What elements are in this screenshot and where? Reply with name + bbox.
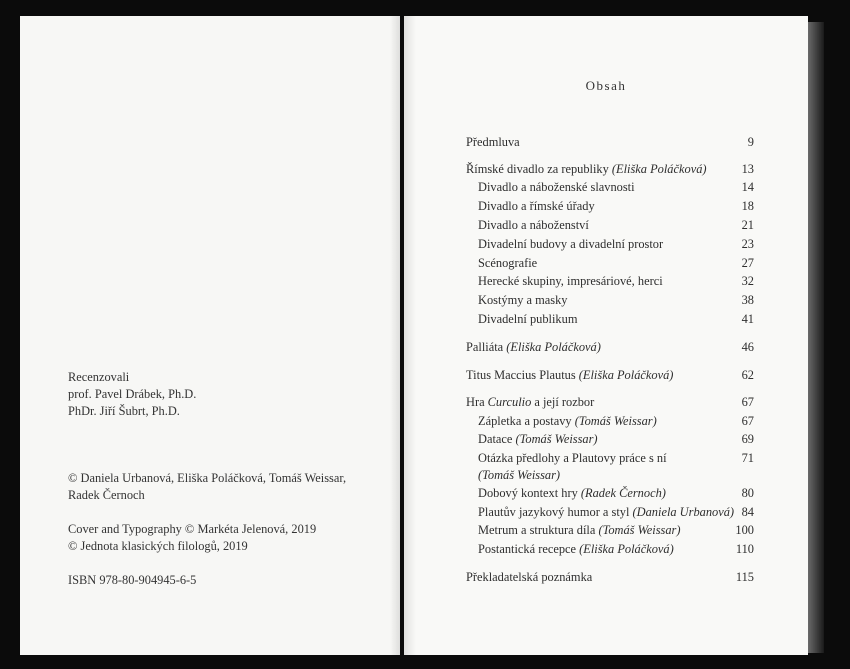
right-page [404,16,808,655]
spine-shadow [404,16,416,655]
reviewers-block [68,369,196,420]
isbn: ISBN 978-80-904945-6-5 [68,573,197,587]
toc-entry-title [478,198,595,215]
copyright-line: © Jednota klasických filologů, 2019 [68,539,248,553]
toc-entry-title [478,236,663,253]
toc-title-text: Divadelní budovy a divadelní prostor [478,237,664,251]
toc-entry-author: (Tomáš Weissar) [574,414,657,428]
toc-entry-author: (Eliška Poláčková) [578,368,674,382]
copyright-line: © Daniela Urbanová, Eliška Poláčková, Tomáš Weissar, [68,471,347,485]
toc-entry-title [466,161,707,178]
toc-entry-title [466,339,601,356]
toc-page-number: 84 [741,505,754,519]
toc-entry-title [466,134,520,151]
toc-title-text: Divadlo a náboženství [478,218,589,232]
left-page [20,16,400,655]
toc-title-text: Dobový kontext hry [478,486,581,500]
toc-entry-author: (Eliška Poláčková) [506,340,601,354]
toc-entry-title [478,504,734,521]
toc-page-number: 71 [741,451,754,465]
toc-title-text: Římské divadlo za republiky [466,162,612,176]
toc-page-number: 115 [735,570,754,584]
toc-page-number: 23 [741,237,754,251]
spine-shadow [390,16,400,655]
toc-title-text: Scénografie [478,256,538,270]
toc-entry-author: (Tomáš Weissar) [515,432,598,446]
toc-page-number: 13 [741,162,754,176]
toc-title-after: a její rozbor [531,395,595,409]
toc-title-text: Datace [478,432,516,446]
reviewers-heading: Recenzovali [68,370,130,384]
toc-entry-author: (Daniela Urbanová) [632,505,735,519]
toc-title-text: Plautův jazykový humor a styl [478,505,633,519]
toc-page-number: 9 [747,135,754,149]
toc-title-text: Předmluva [466,135,520,149]
copyright-line: Cover and Typography © Markéta Jelenová, 2019 [68,522,317,536]
toc-entry-author: (Tomáš Weissar) [478,468,561,482]
toc-heading: Obsah [585,78,627,93]
toc-title-text: Zápletka a postavy [478,414,575,428]
page-edge [808,22,824,653]
toc-entry-title [478,217,589,234]
toc-page-number: 67 [741,414,754,428]
toc-page-number: 46 [741,340,754,354]
copyright-authors [68,470,346,504]
toc-title-text: Otázka předlohy a Plautovy práce s ní [478,451,667,465]
toc-page-number: 100 [735,523,754,537]
toc-entry-author: (Eliška Poláčková) [611,162,707,176]
toc-title-text: Titus Maccius Plautus [466,368,579,382]
toc-page-number: 18 [741,199,754,213]
toc-page-number: 21 [741,218,754,232]
toc-page-number: 27 [741,256,754,270]
toc-title-text: Divadelní publikum [478,312,578,326]
toc-title-text: Hra [466,395,488,409]
toc-entry-title [478,450,667,484]
toc-entry-title [478,273,663,290]
toc-entry-title [466,367,673,384]
toc-entry-author: (Radek Černoch) [580,486,666,500]
toc-title-text: Kostýmy a masky [478,293,568,307]
toc-page-number: 67 [741,395,754,409]
toc-page-number: 41 [741,312,754,326]
toc-title-text: Překladatelská poznámka [466,570,593,584]
toc-title-text: Divadlo a římské úřady [478,199,595,213]
toc-entry-title [466,394,594,411]
copyright-line: Radek Černoch [68,488,145,502]
toc-title-text: Herecké skupiny, impresáriové, herci [478,274,663,288]
toc-entry-title [478,431,598,448]
toc-entry-title [478,179,635,196]
toc-page-number: 14 [741,180,754,194]
toc-entry-title [478,311,577,328]
copyright-design [68,521,316,555]
toc-entry-title [478,485,666,502]
toc-page-number: 32 [741,274,754,288]
toc-title-text: Postantická recepce [478,542,580,556]
toc-title-text: Metrum a struktura díla [478,523,599,537]
toc-page-number: 69 [741,432,754,446]
toc-entry-title [478,255,537,272]
toc-entry-title [466,569,592,586]
reviewer: prof. Pavel Drábek, Ph.D. [68,387,197,401]
toc-entry-author: (Eliška Poláčková) [579,542,674,556]
toc-page-number: 38 [741,293,754,307]
toc-entry-title [478,413,657,430]
toc-entry-title [478,541,674,558]
toc-page-number: 110 [735,542,754,556]
toc-entry-author: (Tomáš Weissar) [598,523,681,537]
reviewer: PhDr. Jiří Šubrt, Ph.D. [68,404,180,418]
toc-page-number: 62 [741,368,754,382]
toc-entry-title [478,292,567,309]
toc-title-text: Palliáta [466,340,507,354]
toc-page-number: 80 [741,486,754,500]
toc-entry-title [478,522,681,539]
toc-title-italic: Curculio [487,395,532,409]
toc-title-text: Divadlo a náboženské slavnosti [478,180,635,194]
